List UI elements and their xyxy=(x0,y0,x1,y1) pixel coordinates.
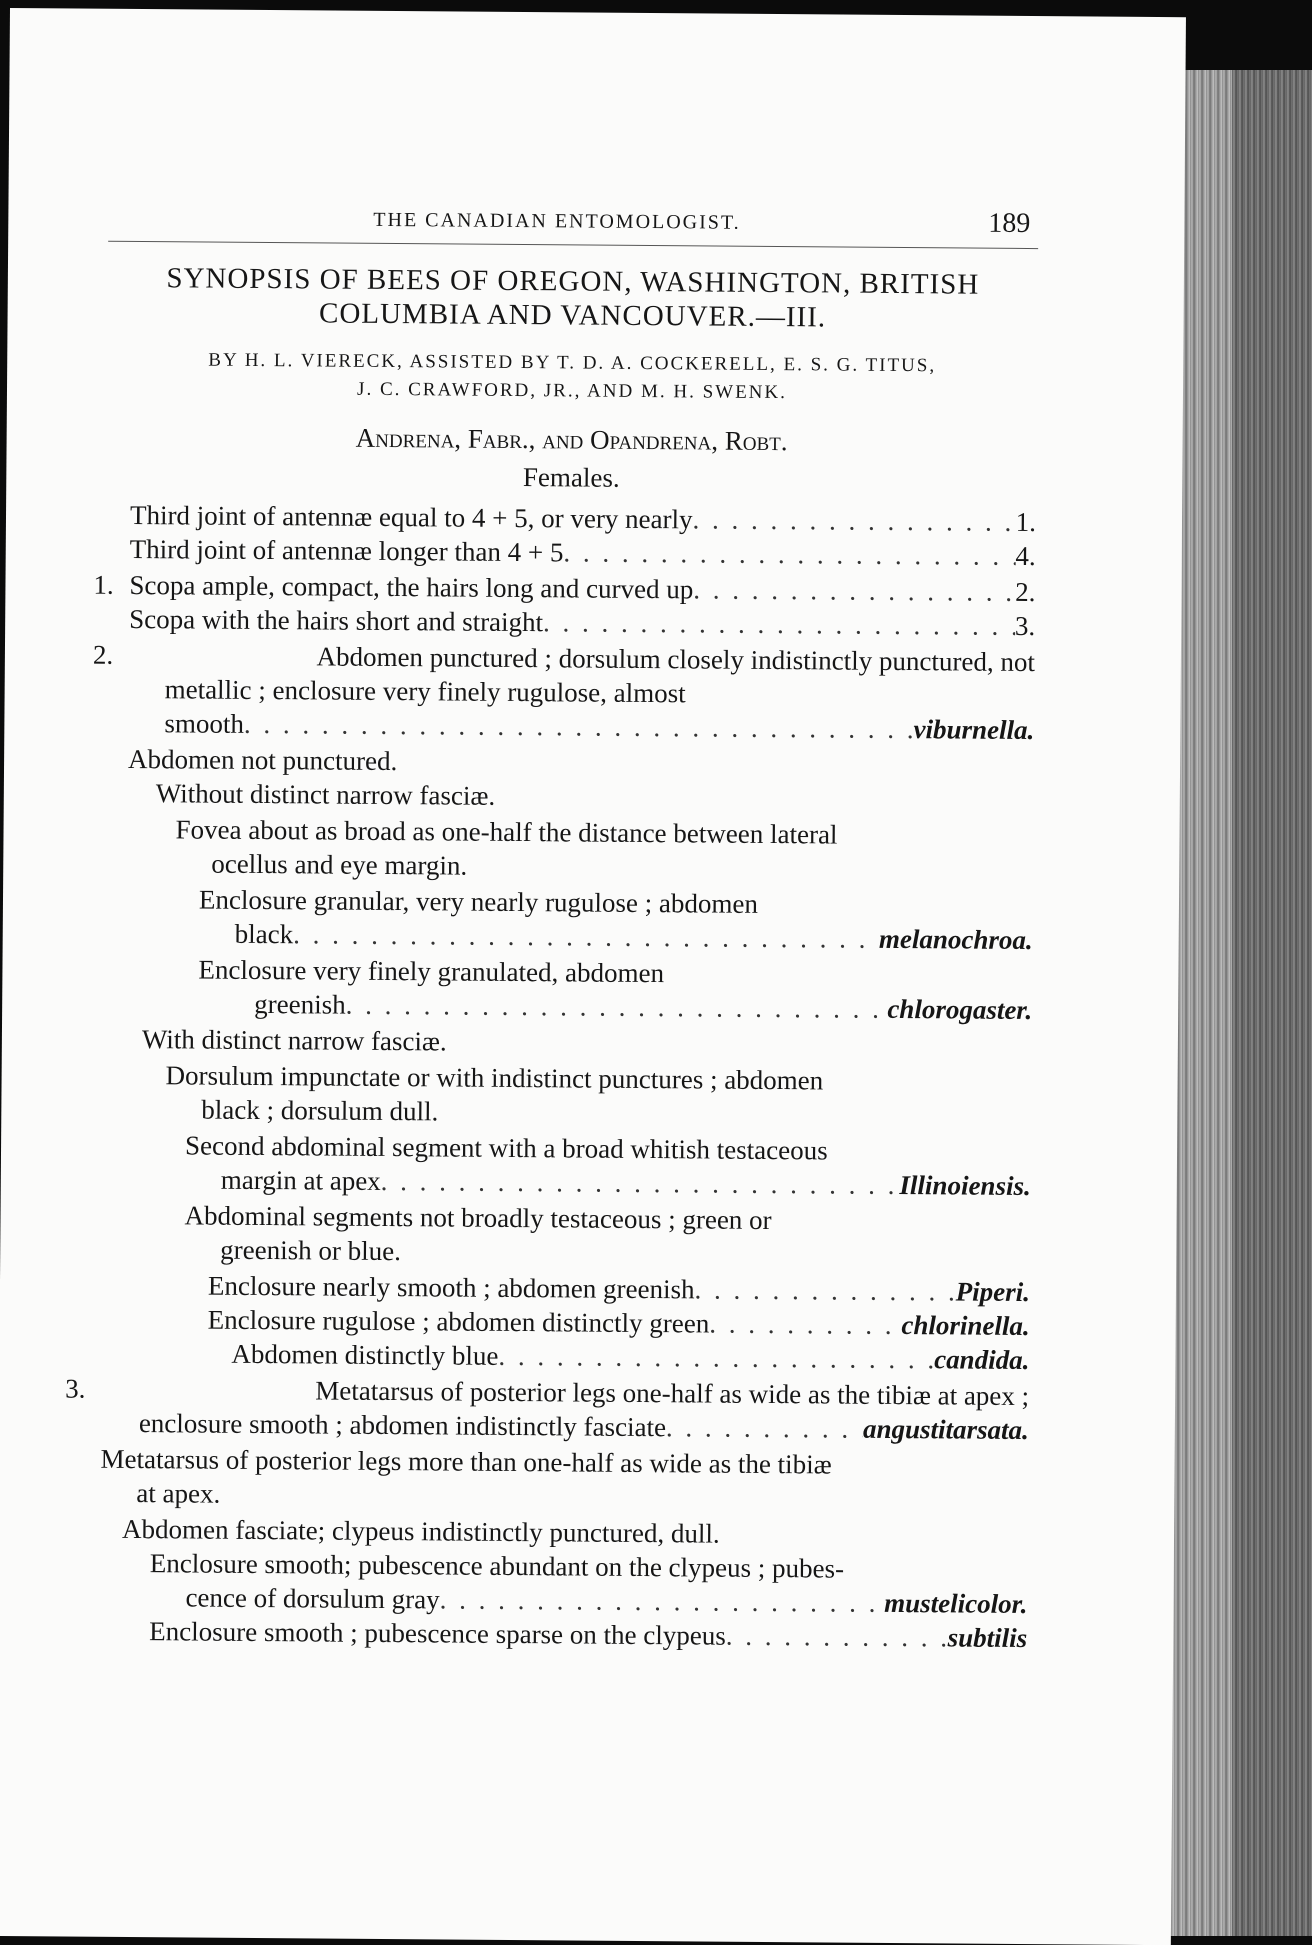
key-line: greenish . . . chlorogaster. xyxy=(254,988,1032,1026)
key-line: at apex. xyxy=(136,1478,221,1509)
article-authors xyxy=(107,346,1037,409)
article-title-line-2: COLUMBIA AND VANCOUVER.—III. xyxy=(318,297,827,334)
key-line: Abdomen distinctly blue . . . candida. xyxy=(231,1338,1029,1376)
species-name: melanochroa. xyxy=(878,923,1033,956)
book-page xyxy=(0,8,1186,1945)
key-line: Metatarsus of posterior legs more than one-half as wide as the tibiæ xyxy=(100,1443,832,1480)
authors-line-1: BY H. L. VIERECK, ASSISTED BY T. D. A. COCKERELL, E. S. G. TITUS, xyxy=(208,349,937,377)
key-line: smooth . . . viburnella. xyxy=(164,707,1034,746)
species-name: subtilis xyxy=(947,1622,1028,1654)
key-line: Scopa with the hairs short and straight . . . 3. xyxy=(129,603,1035,642)
page-header xyxy=(8,206,1184,255)
species-name: Illinoiensis. xyxy=(899,1170,1031,1202)
species-name: mustelicolor. xyxy=(884,1587,1028,1620)
key-line: black . . . melanochroa. xyxy=(235,918,1033,956)
key-line: Enclosure rugulose ; abdomen distinctly green . . . chlorinella. xyxy=(208,1304,1030,1342)
species-name: Piperi. xyxy=(955,1276,1031,1308)
key-line: margin at apex . . . Illinoiensis. xyxy=(221,1164,1031,1202)
species-name: viburnella. xyxy=(913,714,1035,746)
key-line: enclosure smooth ; abdomen indistinctly fasciate . . . angustitarsata. xyxy=(139,1407,1029,1446)
key-line: Abdomen not punctured. xyxy=(127,743,398,777)
article-title-line-1: SYNOPSIS OF BEES OF OREGON, WASHINGTON, BRITISH xyxy=(166,262,980,301)
key-line: Without distinct narrow fasciæ. xyxy=(155,778,496,811)
species-name: chlorogaster. xyxy=(887,993,1033,1026)
key-line: Abdominal segments not broadly testaceous ; green or xyxy=(184,1200,772,1236)
key-line: 2. Abdomen punctured ; dorsulum closely indistinctly punctured, not xyxy=(92,639,1036,678)
key-line: Abdomen fasciate; clypeus indistinctly punctured, dull. xyxy=(121,1513,720,1549)
running-title: THE CANADIAN ENTOMOLOGIST. xyxy=(373,208,741,234)
key-line: Enclosure granular, very nearly rugulose ; abdomen xyxy=(198,884,759,919)
key-line: greenish or blue. xyxy=(220,1234,402,1267)
key-line: Dorsulum impunctate or with indistinct punctures ; abdomen xyxy=(165,1060,824,1096)
species-name: candida. xyxy=(934,1344,1030,1376)
article-title xyxy=(107,261,1038,336)
key-line: ocellus and eye margin. xyxy=(211,848,468,881)
key-line: Enclosure smooth; pubescence abundant on the clypeus ; pubes- xyxy=(149,1548,845,1584)
key-line: With distinct narrow fasciæ. xyxy=(141,1024,447,1057)
species-name: chlorinella. xyxy=(901,1310,1030,1342)
key-line: black ; dorsulum dull. xyxy=(201,1094,439,1127)
key-line: Second abdominal segment with a broad whitish testaceous xyxy=(184,1130,828,1166)
key-line: metallic ; enclosure very finely rugulose, almost xyxy=(164,674,686,709)
key-line: 3. Metatarsus of posterior legs one-half as wide as the tibiæ at apex ; xyxy=(65,1373,1030,1412)
key-line: 1. Scopa ample, compact, the hairs long and curved up . . . 2. xyxy=(93,569,1035,608)
species-name: angustitarsata. xyxy=(862,1413,1029,1446)
genus-heading: Andrena, Fabr., and Opandrena, Robt. xyxy=(355,422,788,457)
key-line: Third joint of antennæ equal to 4 + 5, or very nearly . . . 1. xyxy=(94,499,1036,538)
page-number: 189 xyxy=(988,207,1031,240)
key-line: Fovea about as broad as one-half the distance between lateral xyxy=(175,814,838,850)
key-line: cence of dorsulum gray . . . mustelicolor. xyxy=(185,1581,1027,1620)
header-rule xyxy=(108,241,1038,249)
key-line: Enclosure nearly smooth ; abdomen greenish . . . Piperi. xyxy=(208,1270,1030,1308)
book-fore-edge xyxy=(1232,70,1312,1936)
section-heading: Females. xyxy=(522,462,620,493)
authors-line-2: J. C. CRAWFORD, JR., AND M. H. SWENK. xyxy=(357,378,787,404)
key-line: Enclosure smooth ; pubescence sparse on the clypeus . . . subtilis xyxy=(149,1615,1027,1654)
key-line: Enclosure very finely granulated, abdomen xyxy=(198,954,665,989)
key-line: Third joint of antennæ longer than 4 + 5 . . . 4. xyxy=(94,533,1036,572)
